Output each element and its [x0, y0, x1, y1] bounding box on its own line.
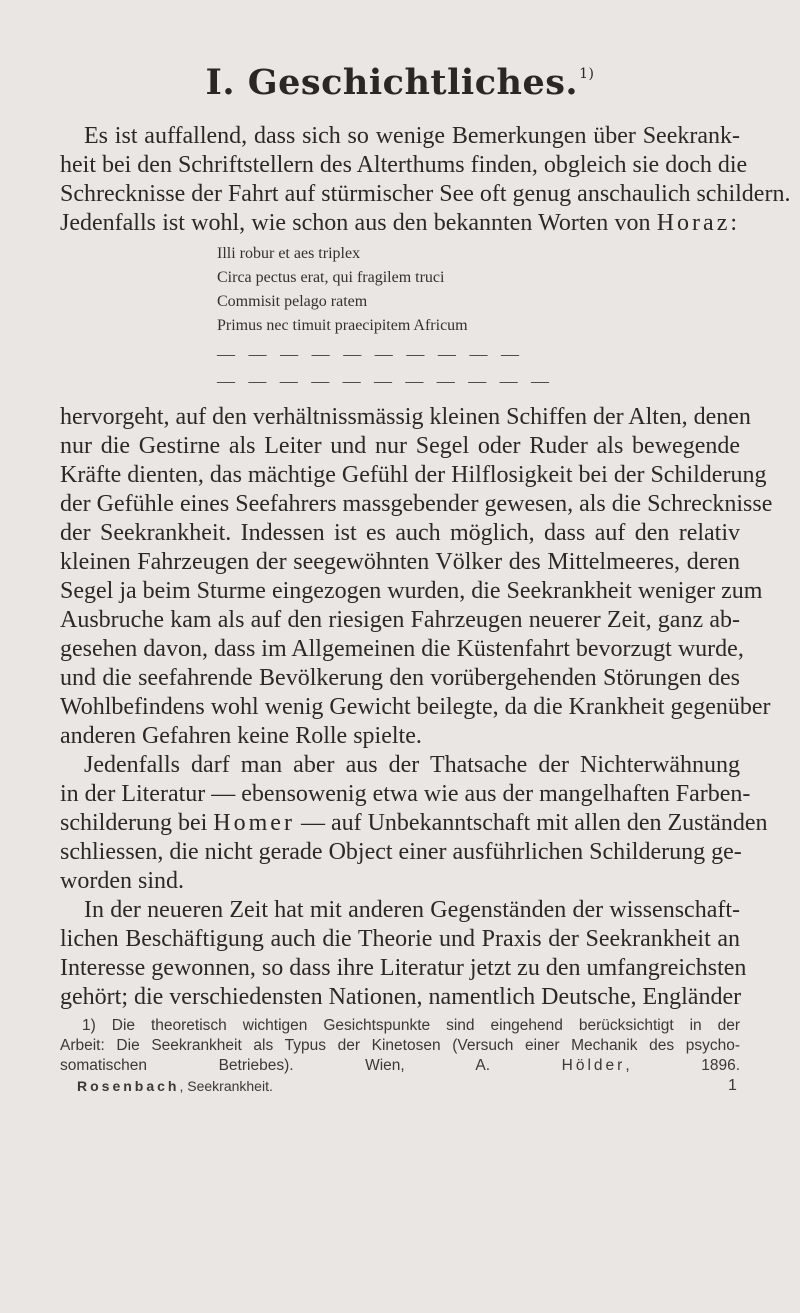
verse-line: Illi robur et aes triplex — [217, 245, 361, 262]
paragraph4-line: lichen Beschäftigung auch die Theorie und Praxis der Seekrankheit an — [60, 926, 740, 952]
running-footer — [77, 1076, 677, 1096]
paragraph4-line: Interesse gewonnen, so dass ihre Literatur jetzt zu den umfangreichsten — [60, 955, 747, 981]
paragraph2-line: anderen Gefahren keine Rolle spielte. — [60, 723, 422, 749]
footer-title: , Seekrankheit. — [179, 1078, 273, 1094]
paragraph4-line: gehört; die verschiedensten Nationen, namentlich Deutsche, Engländer — [60, 984, 742, 1010]
paragraph3-line: Jedenfalls darf man aber aus der Thatsache der Nichterwähnung — [84, 752, 740, 778]
paragraph2-line: Ausbruche kam als auf den riesigen Fahrzeugen neuerer Zeit, ganz ab- — [60, 607, 740, 633]
ellipsis-dashes: — — — — — — — — — — — — [217, 371, 549, 391]
verse-line: Commisit pelago ratem — [217, 293, 368, 310]
paragraph1-line-with-author — [60, 209, 740, 237]
footnote-line-with-publisher — [60, 1056, 740, 1076]
ellipsis-dashes: — — — — — — — — — — — [217, 344, 519, 364]
paragraph2-line: gesehen davon, dass im Allgemeinen die Küstenfahrt bevorzugt wurde, — [60, 636, 744, 662]
footnote-text: , 1896. — [625, 1057, 741, 1074]
paragraph2-line: Wohlbefindens wohl wenig Gewicht beilegte, da die Krankheit gegenüber — [60, 694, 771, 720]
verse-line: Primus nec timuit praecipitem Africum — [217, 317, 468, 334]
heading-text: I. Geschichtliches. — [205, 62, 579, 103]
publisher-name: Hölder — [561, 1057, 626, 1074]
paragraph3-line-with-author — [60, 809, 768, 837]
chapter-heading — [0, 62, 800, 103]
paragraph1-line: Schrecknisse der Fahrt auf stürmischer See oft genug anschaulich schildern. — [60, 181, 791, 207]
paragraph3-line: worden sind. — [60, 868, 184, 894]
author-name-horaz: Horaz: — [656, 210, 741, 236]
paragraph1-line: Jedenfalls ist wohl, wie schon aus den bekannten Worten von — [60, 210, 651, 236]
paragraph1-line: Es ist auffallend, dass sich so wenige Bemerkungen über Seekrank- — [84, 123, 740, 149]
page-number: 1 — [728, 1077, 737, 1094]
footnote-text: Die theoretisch wichtigen Gesichtspunkte sind eingehend berücksichtigt in der — [111, 1017, 740, 1034]
author-name-homer: Homer — [213, 810, 295, 836]
paragraph1-line: heit bei den Schriftstellern des Alterthums finden, obgleich sie doch die — [60, 152, 748, 178]
paragraph2-line: hervorgeht, auf den verhältnissmässig kleinen Schiffen der Alten, denen — [60, 404, 751, 430]
paragraph2-line: Segel ja beim Sturme eingezogen wurden, die Seekrankheit weniger zum — [60, 578, 763, 604]
paragraph2-line: und die seefahrende Bevölkerung den vorübergehenden Störungen des — [60, 665, 740, 691]
heading-footnote-mark: 1) — [579, 66, 595, 82]
paragraph3-line-end: — auf Unbekanntschaft mit allen den Zuständen — [300, 810, 768, 836]
footnote-text: somatischen Betriebes). Wien, A. — [60, 1057, 491, 1074]
paragraph2-line: nur die Gestirne als Leiter und nur Segel oder Ruder als bewegende — [60, 433, 740, 459]
footnote-line: Arbeit: Die Seekrankheit als Typus der Kinetosen (Versuch einer Mechanik des psycho- — [60, 1037, 740, 1054]
paragraph2-line: Kräfte dienten, das mächtige Gefühl der Hilflosigkeit bei der Schilderung — [60, 462, 767, 488]
paragraph2-line: kleinen Fahrzeugen der seegewöhnten Völker des Mittelmeeres, deren — [60, 549, 740, 575]
footnote-mark: 1) — [82, 1017, 96, 1034]
paragraph2-line: der Gefühle eines Seefahrers massgebender gewesen, als die Schrecknisse — [60, 491, 773, 517]
footnote-line — [60, 1016, 740, 1036]
paragraph2-line: der Seekrankheit. Indessen ist es auch möglich, dass auf den relativ — [60, 520, 740, 546]
paragraph4-line: In der neueren Zeit hat mit anderen Gegenständen der wissenschaft- — [84, 897, 740, 923]
paragraph3-line-start: schilderung bei — [60, 810, 208, 836]
paragraph3-line: in der Literatur — ebensowenig etwa wie aus der mangelhaften Farben- — [60, 781, 751, 807]
verse-line: Circa pectus erat, qui fragilem truci — [217, 269, 445, 286]
footer-author: Rosenbach — [77, 1078, 180, 1094]
paragraph3-line: schliessen, die nicht gerade Object einer ausführlichen Schilderung ge- — [60, 839, 742, 865]
